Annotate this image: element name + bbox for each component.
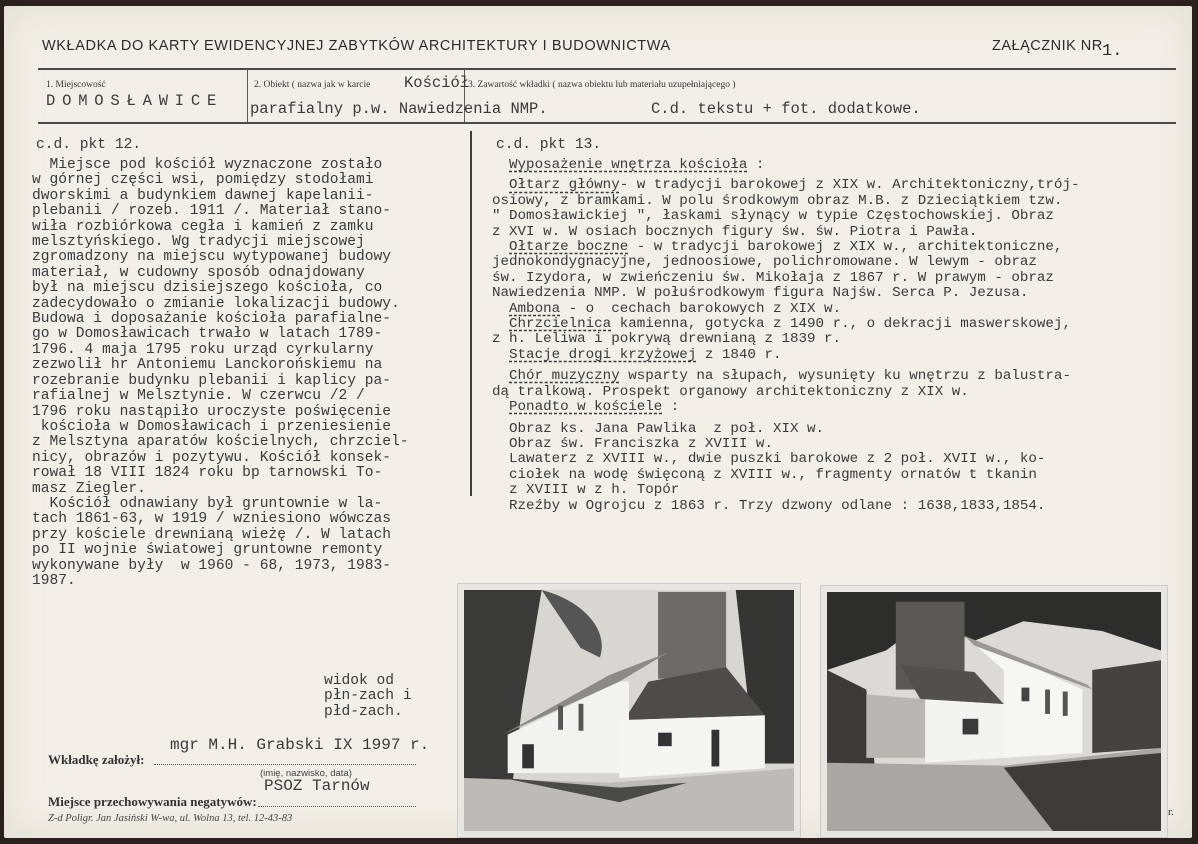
- section-title-line: Wyposażenie wnętrza kościoła :: [509, 157, 765, 173]
- text-line: melsztyńskiego. Wg tradycji miejscowej: [32, 234, 365, 251]
- photo-church-north-west: [457, 583, 801, 838]
- text-line: rafialnej w Melsztynie. W czerwcu /2 /: [32, 388, 365, 405]
- text-line: dworskimi a budynkiem dawnej kapelanii-: [32, 187, 374, 204]
- contents-value: C.d. tekstu + fot. dodatkowe.: [651, 100, 921, 118]
- text-line: jednokondygnacyjne, jednoosiowe, polichromowane. W lewym - obraz: [492, 254, 1037, 271]
- text-line: wykonywane były w 1960 - 68, 1973, 1983-: [32, 557, 392, 574]
- text-line: Kościół odnawiany był gruntownie w la-: [32, 495, 383, 512]
- term-side-altars: Ołtarze boczne: [509, 239, 629, 256]
- text-line: z h. Leliwa i pokrywą drewnianą z 1839 r.: [492, 331, 842, 348]
- pulpit-line: Ambona - o cechach barokowych z XIX w.: [509, 300, 842, 317]
- created-by-label: Wkładkę założył:: [48, 752, 145, 767]
- text-line: Miejsce pod kościół wyznaczone zostało: [32, 157, 383, 173]
- text-line: 1987.: [32, 572, 76, 589]
- object-value-line2: parafialny p.w. Nawiedzenia NMP.: [250, 100, 548, 118]
- header-bottom-rule: [38, 122, 1176, 124]
- text-line: Lawaterz z XVIII w., dwie puszki barokowe z 2 poł. XVII w., ko-: [509, 451, 1046, 468]
- altar-side-line: Ołtarze boczne - w tradycji barokowej z XIX w., architektoniczne,: [509, 239, 1063, 256]
- text-line: przy kościele drewnianą wieżę /. W latach: [32, 526, 392, 543]
- left-heading: c.d. pkt 12.: [36, 137, 142, 153]
- photo-caption: [324, 674, 412, 720]
- text-line: z XVI w. W osiach bocznych figury św. św. Piotra i Pawła.: [492, 223, 978, 240]
- right-body-text: [492, 158, 1079, 514]
- term-stations-of-cross: Stacje drogi krzyżowej: [509, 346, 697, 363]
- text-line: po II wojnie światowej gruntowne remonty: [32, 542, 383, 559]
- text-line: z Melsztyna aparatów kościelnych, chrzciel-: [32, 434, 409, 451]
- text-line: Nawiedzenia NMP. W połuśrodkowym figura Najśw. Serca P. Jezusa.: [492, 285, 1029, 302]
- inventory-card-insert: [4, 6, 1192, 838]
- section-title: Wyposażenie wnętrza kościoła: [509, 157, 748, 173]
- text-line: zadecydowało o zmianie lokalizacji budowy.: [32, 295, 400, 312]
- negatives-dotted-line: [258, 806, 416, 807]
- church-photo-2-image: [827, 592, 1161, 831]
- text-line: plebanii / rozeb. 1911 /. Materiał stano-: [32, 203, 392, 220]
- caption-line: płd-zach.: [324, 703, 403, 720]
- text-line: 1796. 4 maja 1795 roku urząd cyrkularny: [32, 341, 374, 358]
- negatives-location-label: Miejsce przechowywania negatywów:: [48, 794, 257, 809]
- text-line: dą tralkową. Prospekt organowy architektoniczny z XIX w.: [492, 383, 969, 400]
- locality-label: 1. Miejscowość: [46, 80, 106, 90]
- created-by-hint: (imię, nazwisko, data): [260, 768, 352, 779]
- text-line: z XVIII w z h. Topór: [509, 482, 680, 499]
- church-photo-1-image: [464, 590, 794, 831]
- column-separator: [470, 131, 472, 496]
- text-line: Budowa i doposażanie kościoła parafialne-: [32, 311, 392, 328]
- text-line: św. Izydora, w zwieńczeniu św. Mikołaja z 1867 r. W prawym - obraz: [492, 269, 1054, 286]
- text-line: osiowy, z bramkami. W polu środkowym obraz M.B. z Dzieciątkiem tzw.: [492, 192, 1063, 209]
- header-top-rule: [38, 68, 1176, 70]
- stray-r-mark: r.: [1168, 806, 1174, 818]
- photo-church-south-west: [820, 585, 1168, 838]
- text-line: rował 18 VIII 1824 roku bp tarnowski To-: [32, 465, 383, 482]
- created-by-dotted-line: [154, 764, 416, 765]
- attachment-number: 1.: [1102, 42, 1123, 61]
- text-line: rozebranie budynku plebanii i kaplicy pa-: [32, 372, 392, 389]
- right-heading: c.d. pkt 13.: [496, 137, 602, 153]
- caption-line: płn-zach i: [324, 688, 412, 705]
- text-line: go w Domosławicach trwało w latach 1789-: [32, 326, 383, 343]
- term-pulpit: Ambona: [509, 300, 561, 317]
- text-line: ciołek na wodę święconą z XVIII w., fragmenty ornatów t tkanin: [509, 466, 1037, 483]
- negatives-location-value: PSOZ Tarnów: [264, 777, 370, 795]
- object-label: 2. Obiekt ( nazwa jak w karcie: [254, 80, 371, 90]
- text-line: w górnej części wsi, pomiędzy stodołami: [32, 172, 374, 189]
- text-line: nicy, obrazów i pozytywu. Kościół konsek-: [32, 449, 392, 466]
- object-value-line1: Kościół: [404, 74, 470, 92]
- document-title: WKŁADKA DO KARTY EWIDENCYJNEJ ZABYTKÓW ARCHITEKTURY I BUDOWNICTWA: [42, 38, 671, 54]
- text-line: tach 1861-63, w 1919 / wzniesiono wówczas: [32, 511, 392, 528]
- besides-title: Ponadto w kościele: [509, 399, 663, 416]
- text-line: Obraz św. Franciszka z XVIII w.: [509, 435, 773, 452]
- text-line: " Domosławickiej ", łaskami słynący w typie Częstochowskiej. Obraz: [492, 208, 1054, 225]
- altar-main-line: Ołtarz główny- w tradycji barokowej z XIX w. Architektoniczny,trój-: [509, 177, 1080, 194]
- text-line: Obraz ks. Jana Pawlika z poł. XIX w.: [509, 420, 825, 437]
- text-line: zgromadzony na miejscu wytypowanej budowy: [32, 249, 392, 266]
- term-choir: Chór muzyczny: [509, 368, 620, 385]
- text-line: Rzeźby w Ogrojcu z 1863 r. Trzy dzwony odlane : 1638,1833,1854.: [509, 497, 1046, 514]
- choir-line: Chór muzyczny wsparty na słupach, wysunięty ku wnętrzu z balustra-: [509, 368, 1071, 385]
- contents-label: 3. Zawartość wkładki ( nazwa obiektu lub materiału uzupełniającego ): [468, 80, 736, 90]
- term-baptismal-font: Chrzcielnica: [509, 316, 612, 333]
- locality-value: DOMOSŁAWICE: [46, 92, 224, 110]
- text-line: materiał, w cudowny sposób odnajdowany: [32, 264, 365, 281]
- text-line: wiła rozbiórkowa cegła i kamień z zamku: [32, 218, 374, 235]
- text-line: kościoła w Domosławicach i przeniesienie: [32, 418, 392, 435]
- field-divider-1: [247, 69, 248, 122]
- font-line: Chrzcielnica kamienna, gotycka z 1490 r., o dekracji maswerskowej,: [509, 316, 1071, 333]
- text-line: był na miejscu dzisiejszego kościoła, co: [32, 280, 383, 297]
- text-line: zezwolił hr Antoniemu Lanckorońskiemu na: [32, 357, 383, 374]
- text-line: masz Ziegler.: [32, 480, 146, 497]
- stations-line: Stacje drogi krzyżowej z 1840 r.: [509, 346, 782, 363]
- left-body-text: [32, 158, 409, 589]
- besides-line: Ponadto w kościele :: [509, 399, 680, 416]
- caption-line: widok od: [324, 673, 395, 689]
- created-by-value: mgr M.H. Grabski IX 1997 r.: [170, 736, 430, 754]
- text-line: 1796 roku nastąpiło uroczyste poświęcenie: [32, 403, 392, 420]
- term-main-altar: Ołtarz główny: [509, 177, 620, 194]
- attachment-label: ZAŁĄCZNIK NR: [992, 38, 1103, 54]
- printer-imprint: Z-d Poligr. Jan Jasiński W-wa, ul. Wolna 13, tel. 12-43-83: [48, 813, 293, 824]
